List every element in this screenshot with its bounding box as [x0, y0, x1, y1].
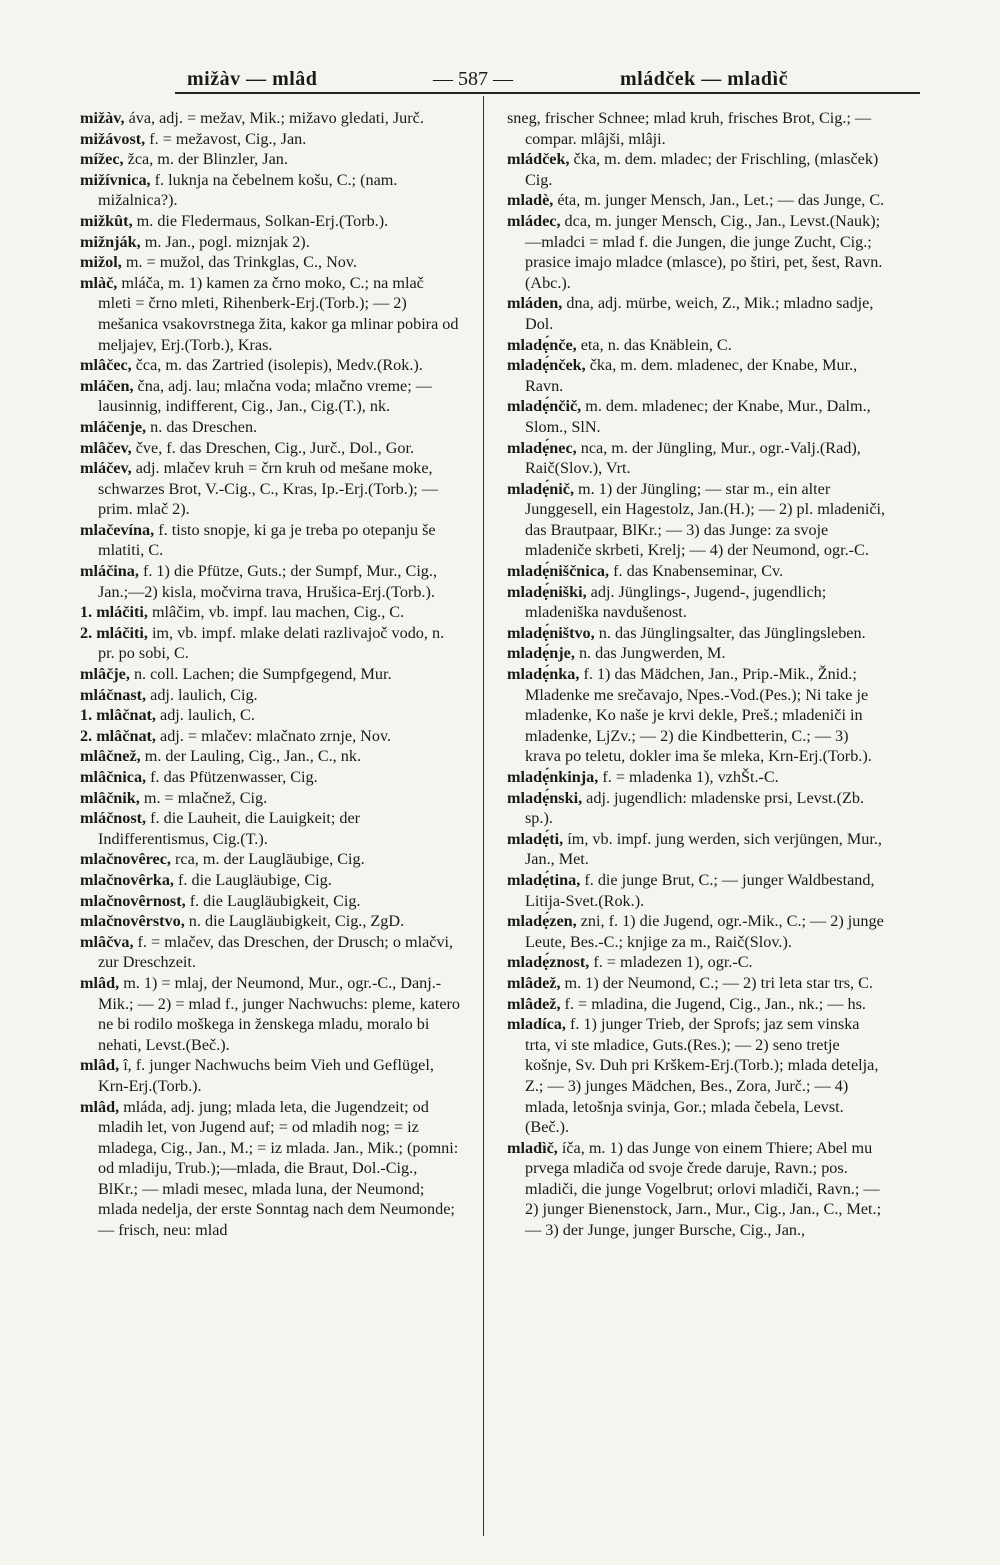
entry-headword: mládec,	[507, 211, 561, 230]
page-header	[175, 62, 920, 94]
entry-definition: adj. = mlačev: mlačnato zrnje, Nov.	[155, 726, 392, 745]
entry-headword: mladìč,	[507, 1138, 558, 1157]
entry-definition: f. die Laugläubige, Cig.	[173, 870, 332, 889]
entry-headword: mlačnovêrnost,	[80, 891, 186, 910]
entry-definition: f. die Laugläubigkeit, Cig.	[185, 891, 361, 910]
entry-headword: mlâd,	[80, 973, 120, 992]
dictionary-entry	[80, 417, 460, 438]
entry-headword: mlâčje,	[80, 665, 130, 684]
entry-definition: im, vb. impf. mlake delati razlivajoč vodo, n. pr. po sobi, C.	[98, 623, 445, 663]
dictionary-entry	[80, 520, 460, 561]
dictionary-entry	[507, 643, 887, 664]
dictionary-entry	[80, 355, 460, 376]
dictionary-entry	[80, 1097, 460, 1241]
entry-definition: adj. mlačev kruh = črn kruh od mešane moke, schwarzes Brot, V.-Cig., C., Kras, Ip.-Erj.(Torb.); — prim. mlač 2).	[98, 459, 438, 519]
dictionary-entry	[507, 623, 887, 644]
entry-definition: n. das Dreschen.	[146, 417, 258, 436]
dictionary-entry	[507, 829, 887, 870]
dictionary-entry	[80, 108, 460, 129]
entry-definition: m. die Fledermaus, Solkan-Erj.(Torb.).	[132, 211, 389, 230]
entry-definition: f. = mladenka 1), vzhŠt.-C.	[598, 768, 779, 786]
dictionary-entry	[507, 438, 887, 479]
entry-headword: mláčina,	[80, 562, 139, 581]
entry-headword: mladẹ́ništvo,	[507, 623, 595, 642]
entry-headword: mlačevína,	[80, 520, 155, 539]
entry-definition: f. 1) die Pfütze, Guts.; der Sumpf, Mur., Cig., Jan.;—2) kisla, močvirna trava, Hrušica-Erj.(Torb.).	[98, 562, 437, 601]
entry-headword: 2. mláčiti,	[80, 623, 148, 642]
dictionary-entry	[80, 788, 460, 809]
entry-definition: eta, n. das Knäblein, C.	[576, 335, 732, 354]
entry-headword: mlâčnik,	[80, 788, 140, 807]
dictionary-entry	[507, 479, 887, 561]
entry-headword: mlačnovêrka,	[80, 870, 174, 889]
entry-headword: mižávost,	[80, 129, 146, 148]
entry-headword: mláčnost,	[80, 809, 147, 828]
entry-headword: mižkût,	[80, 211, 133, 230]
entry-headword: mlâčec,	[80, 356, 132, 375]
entry-headword: mladẹ́ti,	[507, 829, 564, 848]
entry-headword: mlačnovêrstvo,	[80, 912, 185, 931]
entry-headword: mláčenje,	[80, 417, 147, 436]
dictionary-entry	[80, 232, 460, 253]
dictionary-entry	[507, 952, 887, 973]
dictionary-entry	[80, 211, 460, 232]
entry-headword: mladẹ́nkinja,	[507, 768, 599, 786]
entry-definition: adj. laulich, C.	[155, 706, 255, 725]
dictionary-entry	[507, 788, 887, 829]
entry-definition: mláča, m. 1) kamen za črno moko, C.; na mlač mleti = črno mleti, Rihenberk-Erj.(Torb.); — 2) mešanica vsakovrstnega žita, kakor ga mlinar pobira od meljajev, Erj.(Torb.), Kras.	[98, 273, 459, 354]
dictionary-entry	[80, 726, 460, 747]
dictionary-entry	[507, 973, 887, 994]
entry-definition: m. Jan., pogl. miznjak 2).	[140, 232, 310, 251]
dictionary-entry	[507, 994, 887, 1015]
entry-definition: adj. jugendlich: mladenske prsi, Levst.(Zb. sp.).	[525, 788, 864, 828]
entry-headword: mláčev,	[80, 459, 132, 478]
entry-headword: mlâdež,	[507, 973, 561, 992]
dictionary-entry	[80, 376, 460, 417]
entry-definition: éta, m. junger Mensch, Jan., Let.; — das Junge, C.	[553, 191, 885, 210]
dictionary-entry	[507, 211, 887, 293]
entry-headword: mižívnica,	[80, 170, 151, 189]
entry-definition: f. luknja na čebelnem košu, C.; (nam. mižalnica?).	[98, 170, 398, 210]
entry-definition: čca, m. das Zartried (isolepis), Medv.(Rok.).	[131, 356, 423, 375]
dictionary-entry	[80, 273, 460, 355]
entry-definition: f. = mlačev, das Dreschen, der Drusch; o mlačvi, zur Dreschzeit.	[98, 932, 454, 972]
dictionary-entry	[80, 252, 460, 273]
entry-headword: mižol,	[80, 253, 122, 272]
dictionary-entry	[80, 911, 460, 932]
entry-headword: mladẹ́niščnica,	[507, 562, 610, 581]
dictionary-entry	[80, 849, 460, 870]
dictionary-entry	[507, 1138, 887, 1241]
entry-definition: mlâčim, vb. impf. lau machen, Cig., C.	[147, 603, 405, 622]
dictionary-entry	[507, 108, 887, 149]
dictionary-entry	[80, 870, 460, 891]
entry-headword: mladè,	[507, 191, 554, 210]
entry-definition: m. 1) der Neumond, C.; — 2) tri leta star trs, C.	[560, 973, 873, 992]
entry-definition: adj. laulich, Cig.	[146, 685, 258, 704]
entry-definition: ím, vb. impf. jung werden, sich verjüngen, Mur., Jan., Met.	[525, 829, 882, 869]
dictionary-entry	[80, 973, 460, 1055]
dictionary-entry	[80, 458, 460, 520]
entry-headword: mladẹ́nka,	[507, 665, 580, 684]
dictionary-entry	[80, 664, 460, 685]
entry-headword: mládček,	[507, 150, 570, 169]
entry-headword: mladẹ́zen,	[507, 912, 577, 931]
entry-headword: mladẹ́znost,	[507, 953, 590, 972]
dictionary-entry	[507, 190, 887, 211]
entry-headword: mlâčev,	[80, 438, 132, 457]
dictionary-entry	[80, 149, 460, 170]
dictionary-entry	[507, 293, 887, 334]
entry-headword: mladẹ́niški,	[507, 582, 587, 601]
entry-headword: 2. mlâčnat,	[80, 726, 156, 745]
dictionary-entry	[80, 623, 460, 664]
dictionary-entry	[80, 767, 460, 788]
entry-headword: mladẹ́nčič,	[507, 397, 582, 416]
entry-definition: nca, m. der Jüngling, Mur., ogr.-Valj.(Rad), Raič(Slov.), Vrt.	[525, 438, 861, 478]
entry-definition: f. = mladina, die Jugend, Cig., Jan., nk.; — hs.	[560, 994, 866, 1013]
entry-definition: áva, adj. = mežav, Mik.; mižavo gledati, Jurč.	[124, 109, 424, 127]
entry-headword: mladẹ́tina,	[507, 870, 581, 889]
dictionary-entry	[80, 129, 460, 150]
entry-definition: f. das Knabenseminar, Cv.	[609, 562, 784, 581]
dictionary-entry	[507, 911, 887, 952]
dictionary-entry	[507, 396, 887, 437]
dictionary-entry	[80, 932, 460, 973]
entry-definition: čka, m. dem. mladenec, der Knabe, Mur., Ravn.	[525, 356, 858, 395]
entry-headword: 1. mlâčnat,	[80, 706, 156, 725]
dictionary-entry	[80, 1055, 460, 1096]
entry-definition: čka, m. dem. mladec; der Frischling, (mlasček) Cig.	[525, 150, 879, 189]
entry-definition: f. das Pfützenwasser, Cig.	[146, 768, 318, 786]
entry-headword: mlàč,	[80, 273, 118, 292]
dictionary-entry	[507, 582, 887, 623]
entry-headword: mladíca,	[507, 1015, 566, 1034]
dictionary-entry	[80, 685, 460, 706]
entry-headword: mižnják,	[80, 232, 141, 251]
dictionary-entry	[507, 149, 887, 190]
dictionary-entry	[507, 561, 887, 582]
dictionary-entry	[507, 767, 887, 788]
entry-definition: m. der Lauling, Cig., Jan., C., nk.	[140, 747, 361, 766]
dictionary-entry	[80, 170, 460, 211]
left-column	[80, 108, 460, 1241]
dictionary-entry	[80, 438, 460, 459]
entry-definition: čve, f. das Dreschen, Cig., Jurč., Dol., Gor.	[131, 438, 415, 457]
dictionary-entry	[507, 664, 887, 767]
dictionary-entry	[80, 602, 460, 623]
entry-headword: mladẹ́nček,	[507, 356, 586, 375]
entry-headword: mlâd,	[80, 1056, 120, 1075]
entry-definition: f. = mežavost, Cig., Jan.	[145, 129, 307, 148]
entry-definition: adj. Jünglings-, Jugend-, jugendlich; mladeniška navdušenost.	[525, 582, 827, 622]
page-number: — 587 —	[433, 68, 513, 90]
entry-headword: mláden,	[507, 294, 563, 313]
dictionary-entry	[80, 891, 460, 912]
entry-headword: mladẹ́nec,	[507, 438, 577, 457]
entry-definition: čna, adj. lau; mlačna voda; mlačno vreme; — lausinnig, indifferent, Cig., Jan., Cig.(T.), nk.	[98, 376, 432, 416]
dictionary-entry	[507, 870, 887, 911]
dictionary-entry	[507, 355, 887, 396]
entry-definition: m. 1) = mlaj, der Neumond, Mur., ogr.-C., Danj.-Mik.; — 2) = mlad f., junger Nachwuchs: pleme, katero ne bi rodilo moškega in ženskega mladu, moralo bi nehati, Levst.(Beč.).	[98, 973, 461, 1054]
entry-definition: m. = mlačnež, Cig.	[139, 788, 268, 807]
entry-definition: n. das Jungwerden, M.	[574, 644, 726, 663]
entry-definition: žca, m. der Blinzler, Jan.	[123, 150, 288, 169]
dictionary-entry	[507, 1014, 887, 1138]
entry-headword: mladẹ́nski,	[507, 788, 583, 807]
entry-definition: sneg, frischer Schnee; mlad kruh, frisches Brot, Cig.; — compar. mlâjši, mlâji.	[507, 109, 872, 148]
entry-definition: zni, f. 1) die Jugend, ogr.-Mik., C.; — 2) junge Leute, Bes.-C.; knjige za m., Raič(Slov.).	[525, 912, 884, 951]
entry-headword: 1. mláčiti,	[80, 603, 148, 622]
column-divider	[483, 96, 484, 1536]
entry-headword: mláčen,	[80, 376, 134, 395]
dictionary-entry	[507, 335, 887, 356]
entry-headword: mlâdež,	[507, 994, 561, 1013]
entry-definition: dna, adj. mürbe, weich, Z., Mik.; mladno sadje, Dol.	[525, 294, 874, 333]
entry-headword: mladẹ́nič,	[507, 479, 574, 498]
entry-headword: mlâčva,	[80, 932, 134, 951]
entry-headword: mlâčnica,	[80, 768, 147, 786]
entry-definition: m. 1) der Jüngling; — star m., ein alter Junggesell, ein Hagestolz, Jan.(H.); — 2) pl. mladeniči, das Brautpaar, BlKr.; — 3) das Junge: za svoje mladeniče skrbeti, Krelj; — 4) der Neumond, ogr.-C.	[525, 479, 886, 560]
entry-definition: f. die junge Brut, C.; — junger Waldbestand, Litija-Svet.(Rok.).	[525, 870, 875, 910]
entry-headword: mižàv,	[80, 109, 125, 127]
dictionary-entry	[80, 561, 460, 602]
dictionary-entry	[80, 808, 460, 849]
entry-definition: dca, m. junger Mensch, Cig., Jan., Levst.(Nauk);—mladci = mlad f. die Jungen, die junge Zucht, Cig.; prasice imajo mladce (mlasce), po štiri, pet, šest, Ravn.(Abc.).	[525, 211, 883, 292]
entry-definition: f. = mladezen 1), ogr.-C.	[589, 953, 753, 972]
right-column	[507, 108, 887, 1241]
entry-headword: mížec,	[80, 150, 124, 169]
entry-headword: mláčnast,	[80, 685, 147, 704]
entry-definition: f. 1) junger Trieb, der Sprofs; jaz sem vinska trta, vi ste mladice, Guts.(Res.); — 2) seno tretje košnje, Sv. Duh pri Krškem-Erj.(Torb.); mlada detelja, Z.; — 3) junges Mädchen, Bes., Zora, Jurč.; — 4) mlada, letošnja svinja, Gor.; mlada čebela, Levst.(Beč.).	[525, 1015, 879, 1137]
entry-headword: mladẹ́nče,	[507, 335, 577, 354]
entry-definition: n. die Laugläubigkeit, Cig., ZgD.	[184, 912, 405, 931]
entry-headword: mladẹ́nje,	[507, 644, 575, 663]
entry-definition: n. coll. Lachen; die Sumpfgegend, Mur.	[129, 665, 392, 684]
entry-definition: mláda, adj. jung; mlada leta, die Jugendzeit; od mladih let, von Jugend auf; = od mladih nog; = iz mladega, Cig., Jan., M.; = iz mlada. Jan., Mik.; (pomni: od mladiju, Trub.);—mlada, die Braut, Dol.-Cig., BlKr.; — mladi mesec, mlada luna, der Neumond; mlada nedelja, der erste Sonntag nach dem Neumonde; — frisch, neu: mlad	[98, 1097, 459, 1240]
entry-definition: m. = mužol, das Trinkglas, C., Nov.	[121, 253, 357, 272]
entry-definition: f. tisto snopje, ki ga je treba po otepanju še mlatiti, C.	[98, 520, 436, 560]
entry-definition: f. 1) das Mädchen, Jan., Prip.-Mik., Žnid.; Mladenke me srečavajo, Npes.-Vod.(Pes.); Ni take je mladenke, Ko naše je krvi dekle, Preš.; mladeniči in mladenke, LjZv.; — 2) die Kindbetterin, C.; — 3) krava po teletu, dokler ima še mleka, Krn-Erj.(Torb.).	[525, 665, 872, 766]
entry-headword: mlâčnež,	[80, 747, 141, 766]
dictionary-entry	[80, 746, 460, 767]
header-left-guide-words: mižàv — mlâd	[187, 68, 318, 90]
entry-definition: m. dem. mladenec; der Knabe, Mur., Dalm., Slom., SlN.	[525, 397, 871, 436]
entry-definition: f. die Lauheit, die Lauigkeit; der Indifferentismus, Cig.(T.).	[98, 809, 361, 848]
header-rule	[175, 92, 920, 94]
entry-definition: î, f. junger Nachwuchs beim Vieh und Geflügel, Krn-Erj.(Torb.).	[98, 1056, 434, 1095]
entry-definition: n. das Jünglingsalter, das Jünglingsleben.	[594, 623, 866, 642]
dictionary-entry	[80, 705, 460, 726]
header-right-guide-words: mládček — mladìč	[620, 68, 788, 90]
entry-definition: rca, m. der Laugläubige, Cig.	[170, 850, 365, 869]
entry-headword: mlačnovêrec,	[80, 850, 171, 869]
entry-headword: mlâd,	[80, 1097, 120, 1116]
entry-definition: íča, m. 1) das Junge von einem Thiere; Abel mu prvega mladiča od svoje črede daruje, Ravn.; pos. mladiči, die junge Vogelbrut; orlovi mladiči, Ravn.; — 2) junger Bienenstock, Jarn., Mur., Cig., Jan., C., Met.; — 3) der Junge, junger Bursche, Cig., Jan.,	[525, 1138, 882, 1240]
